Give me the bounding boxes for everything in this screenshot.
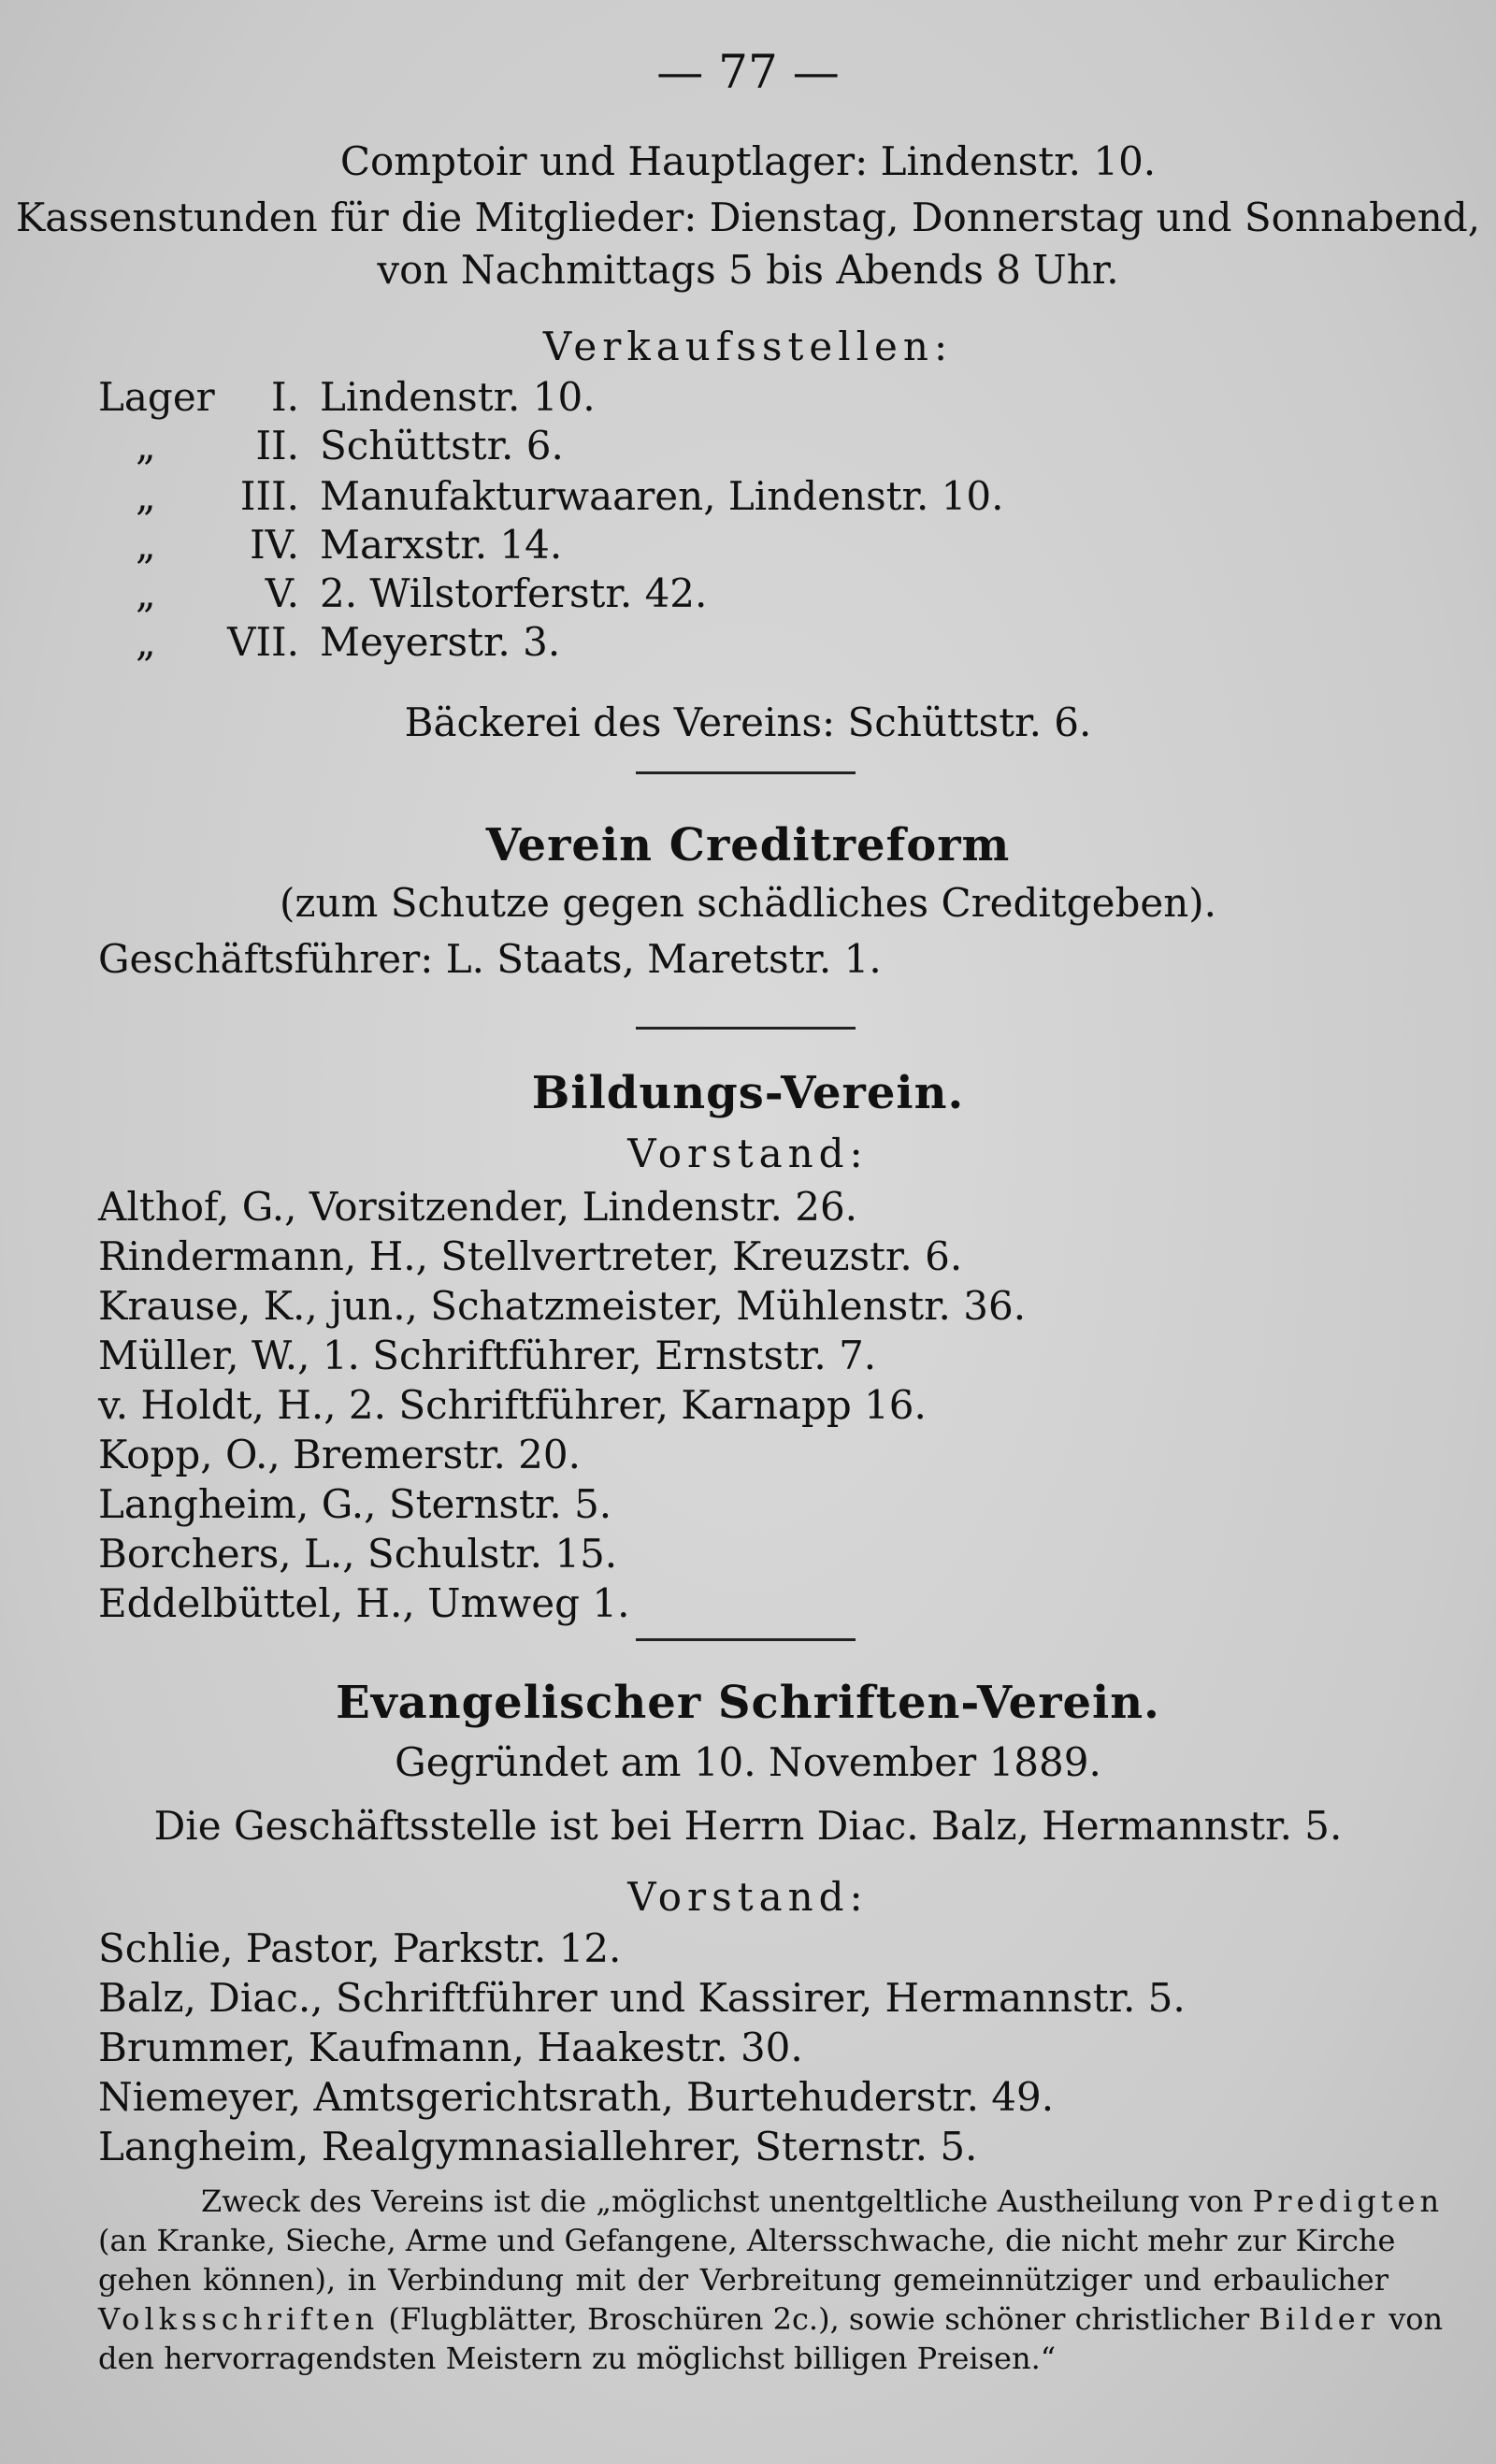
lager-number: III.	[239, 473, 299, 519]
member-item: v. Holdt, H., 2. Schriftführer, Karnapp 16.	[98, 1382, 927, 1428]
lager-text: Lindenstr. 10.	[320, 374, 596, 420]
zweck-text: von	[1388, 2301, 1444, 2337]
schriftenverein-vorstand-heading: Vorstand:	[627, 1874, 869, 1920]
schriftenverein-title: Evangelischer Schriften-Verein.	[336, 1677, 1160, 1729]
creditreform-title: Verein Creditreform	[485, 819, 1011, 872]
bildungsverein-vorstand-heading: Vorstand:	[627, 1131, 869, 1176]
lager-number: I.	[271, 374, 299, 420]
schriftenverein-office: Die Geschäftsstelle ist bei Herrn Diac. Balz, Hermannstr. 5.	[153, 1803, 1343, 1849]
bildungsverein-title: Bildungs-Verein.	[531, 1067, 965, 1119]
zweck-line	[98, 2299, 1444, 2339]
kassenstunden-line-2: von Nachmittags 5 bis Abends 8 Uhr.	[377, 247, 1119, 293]
lager-number: IV.	[250, 522, 299, 568]
lager-prefix: „	[136, 570, 156, 616]
zweck-paragraph	[98, 2182, 1445, 2378]
member-item: Althof, G., Vorsitzender, Lindenstr. 26.	[98, 1184, 858, 1230]
zweck-emphasis: Volksschriften	[98, 2301, 380, 2337]
zweck-text: (Flugblätter, Broschüren 2c.), sowie schöner christlicher	[388, 2301, 1250, 2337]
lager-prefix: „	[136, 619, 156, 665]
zweck-line: den hervorragendsten Meistern zu möglichst billigen Preisen.“	[98, 2341, 1057, 2376]
member-item: Balz, Diac., Schriftführer und Kassirer, Hermannstr. 5.	[98, 1975, 1186, 2021]
lager-prefix: Lager	[98, 374, 215, 420]
lager-prefix: „	[136, 423, 156, 468]
section-divider	[636, 771, 856, 774]
section-divider	[636, 1638, 856, 1641]
verkaufsstellen-heading: Verkaufsstellen:	[542, 324, 954, 369]
zweck-line	[98, 2182, 1445, 2221]
member-item: Brummer, Kaufmann, Haakestr. 30.	[98, 2025, 803, 2070]
member-item: Krause, K., jun., Schatzmeister, Mühlenstr. 36.	[98, 1283, 1027, 1329]
lager-text: Manufakturwaaren, Lindenstr. 10.	[320, 473, 1004, 519]
baeckerei-line: Bäckerei des Vereins: Schüttstr. 6.	[404, 699, 1092, 745]
zweck-line: gehen können), in Verbindung mit der Verbreitung gemeinnütziger und erbaulicher	[98, 2262, 1388, 2298]
member-item: Schlie, Pastor, Parkstr. 12.	[98, 1925, 622, 1971]
zweck-line: (an Kranke, Sieche, Arme und Gefangene, Altersschwache, die nicht mehr zur Kirche	[98, 2223, 1396, 2258]
zweck-text: Zweck des Vereins ist die „möglichst unentgeltliche Austheilung von	[201, 2183, 1244, 2219]
lager-prefix: „	[136, 473, 156, 519]
member-item: Eddelbüttel, H., Umweg 1.	[98, 1580, 630, 1626]
lager-item	[98, 423, 564, 468]
zweck-emphasis: Predigten	[1252, 2183, 1445, 2219]
section-divider	[636, 1027, 856, 1030]
lager-number: II.	[255, 423, 299, 468]
lager-item	[98, 570, 707, 616]
lager-text: Marxstr. 14.	[320, 522, 563, 568]
lager-number: V.	[265, 570, 299, 616]
lager-item	[98, 374, 596, 420]
member-item: Langheim, Realgymnasiallehrer, Sternstr. 5.	[98, 2124, 978, 2169]
schriftenverein-founded: Gegründet am 10. November 1889.	[395, 1739, 1101, 1785]
creditreform-leader: Geschäftsführer: L. Staats, Maretstr. 1.	[98, 936, 882, 982]
member-item: Niemeyer, Amtsgerichtsrath, Burtehuderstr. 49.	[98, 2074, 1055, 2120]
member-item: Borchers, L., Schulstr. 15.	[98, 1531, 618, 1577]
zweck-emphasis: Bilder	[1259, 2301, 1380, 2337]
lager-prefix: „	[136, 522, 156, 568]
member-item: Müller, W., 1. Schriftführer, Ernststr. 7.	[98, 1333, 877, 1378]
creditreform-subtitle: (zum Schutze gegen schädliches Creditgeben).	[279, 880, 1216, 926]
lager-item	[98, 473, 1003, 519]
lager-text: Schüttstr. 6.	[320, 423, 564, 468]
comptoir-line: Comptoir und Hauptlager: Lindenstr. 10.	[339, 138, 1157, 184]
lager-item	[98, 619, 560, 665]
member-item: Kopp, O., Bremerstr. 20.	[98, 1432, 581, 1477]
kassenstunden-line-1: Kassenstunden für die Mitglieder: Dienstag, Donnerstag und Sonnabend,	[15, 195, 1481, 240]
member-item: Langheim, G., Sternstr. 5.	[98, 1481, 612, 1527]
lager-item	[98, 522, 562, 568]
page-number: — 77 —	[656, 45, 840, 99]
lager-text: Meyerstr. 3.	[320, 619, 561, 665]
lager-text: 2. Wilstorferstr. 42.	[320, 570, 708, 616]
member-item: Rindermann, H., Stellvertreter, Kreuzstr. 6.	[98, 1233, 963, 1279]
lager-number: VII.	[227, 619, 299, 665]
